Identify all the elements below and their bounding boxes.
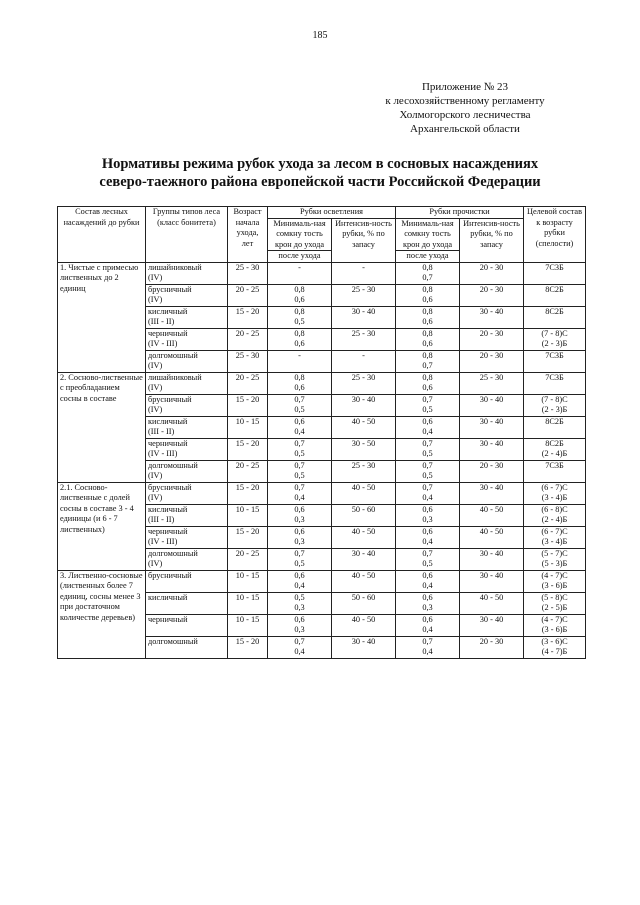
- clearing-density-cell-line: 0,4: [294, 493, 305, 502]
- header-thinning-intensity: Интенсив-ность рубки, % по запасу: [460, 218, 524, 262]
- start-age-cell: 10 - 15: [228, 592, 268, 614]
- clearing-intensity-cell: 25 - 30: [332, 284, 396, 306]
- thinning-density-cell-line: 0,6: [422, 295, 433, 304]
- forest-group-cell-line: долгомошный: [148, 548, 198, 558]
- forest-group-cell: [146, 394, 228, 416]
- thinning-density-cell-line: 0,4: [422, 427, 433, 436]
- table-row: [58, 570, 586, 592]
- header-thinning: Рубки прочистки: [396, 207, 524, 219]
- thinning-density-cell-line: 0,8: [422, 350, 433, 360]
- clearing-density-cell-line: 0,5: [294, 471, 305, 480]
- thinning-density-cell-line: 0,4: [422, 647, 433, 656]
- clearing-density-cell: [268, 482, 332, 504]
- category-label: 1. Чистые с примесью лиственных до 2 единиц: [58, 262, 146, 372]
- target-composition-cell: [524, 284, 586, 306]
- thinning-density-cell-line: 0,7: [422, 636, 433, 646]
- clearing-density-cell-line: 0,8: [294, 372, 305, 382]
- target-composition-cell-line: (3 - 6)С: [541, 636, 568, 646]
- forest-group-cell-line: (III - II): [148, 317, 175, 326]
- clearing-density-cell: [268, 262, 332, 284]
- header-thinning-after: после ухода: [396, 251, 460, 263]
- forest-group-cell-line: (IV): [148, 405, 163, 414]
- thinning-density-cell-line: 0,6: [422, 614, 433, 624]
- forest-group-cell: [146, 526, 228, 548]
- target-composition-cell-line: 8С2Б: [545, 438, 564, 448]
- thinning-density-cell: [396, 372, 460, 394]
- target-composition-cell: [524, 460, 586, 482]
- thinning-density-cell-line: 0,3: [422, 515, 433, 524]
- target-composition-cell: [524, 592, 586, 614]
- clearing-intensity-cell: 50 - 60: [332, 592, 396, 614]
- target-composition-cell: [524, 614, 586, 636]
- target-composition-cell: [524, 394, 586, 416]
- start-age-cell: 10 - 15: [228, 504, 268, 526]
- header-thinning-density: Минималь-ная сомкну тость крон до ухода: [396, 218, 460, 251]
- thinning-density-cell-line: 0,4: [422, 493, 433, 502]
- thinning-density-cell-line: 0,7: [422, 361, 433, 370]
- target-composition-cell-line: (4 - 7)Б: [541, 647, 568, 656]
- target-composition-cell: [524, 306, 586, 328]
- forest-group-cell-line: (III - II): [148, 515, 175, 524]
- start-age-cell: 15 - 20: [228, 636, 268, 658]
- forest-group-cell: [146, 636, 228, 658]
- thinning-density-cell: [396, 614, 460, 636]
- clearing-density-cell-line: 0,7: [294, 636, 305, 646]
- thinning-density-cell-line: 0,6: [422, 317, 433, 326]
- clearing-intensity-cell: 30 - 40: [332, 394, 396, 416]
- clearing-density-cell-line: 0,3: [294, 625, 305, 634]
- thinning-density-cell: [396, 636, 460, 658]
- clearing-density-cell: [268, 548, 332, 570]
- clearing-intensity-cell: 40 - 50: [332, 614, 396, 636]
- forest-group-cell-line: брусничный: [148, 394, 192, 404]
- forest-group-cell-line: черничный: [148, 328, 188, 338]
- clearing-density-cell-line: 0,7: [294, 548, 305, 558]
- appendix-line: Приложение № 23: [421, 81, 509, 93]
- forest-group-cell: [146, 416, 228, 438]
- target-composition-cell: [524, 416, 586, 438]
- clearing-intensity-cell: 30 - 40: [332, 548, 396, 570]
- thinning-density-cell-line: 0,8: [422, 328, 433, 338]
- thinning-density-cell-line: 0,5: [422, 559, 433, 568]
- appendix-block: [340, 80, 590, 136]
- clearing-intensity-cell: 40 - 50: [332, 570, 396, 592]
- thinning-density-cell-line: 0,8: [422, 306, 433, 316]
- forest-group-cell: [146, 504, 228, 526]
- forest-group-cell-line: (IV - III): [148, 339, 178, 348]
- forest-group-cell: [146, 460, 228, 482]
- start-age-cell: 25 - 30: [228, 262, 268, 284]
- thinning-density-cell: [396, 438, 460, 460]
- clearing-density-cell: [268, 438, 332, 460]
- clearing-density-cell: [268, 328, 332, 350]
- start-age-cell: 20 - 25: [228, 548, 268, 570]
- table-body: [58, 262, 586, 658]
- thinning-density-cell-line: 0,8: [422, 284, 433, 294]
- target-composition-cell-line: (2 - 5)Б: [541, 603, 568, 612]
- thinning-density-cell: [396, 548, 460, 570]
- thinning-intensity-cell: 20 - 30: [460, 460, 524, 482]
- thinning-intensity-cell: 20 - 30: [460, 284, 524, 306]
- start-age-cell: 20 - 25: [228, 284, 268, 306]
- clearing-density-cell-line: 0,3: [294, 603, 305, 612]
- clearing-intensity-cell: 30 - 40: [332, 306, 396, 328]
- thinning-density-cell-line: 0,8: [422, 262, 433, 272]
- target-composition-cell: [524, 482, 586, 504]
- forest-group-cell-line: черничный: [148, 526, 188, 536]
- target-composition-cell-line: (3 - 6)Б: [541, 625, 568, 634]
- clearing-density-cell-line: 0,7: [294, 394, 305, 404]
- table-row: [58, 372, 586, 394]
- target-composition-cell-line: (6 - 7)С: [541, 526, 568, 536]
- clearing-density-cell-line: 0,6: [294, 383, 305, 392]
- start-age-cell: 15 - 20: [228, 306, 268, 328]
- forest-group-cell: [146, 262, 228, 284]
- clearing-density-cell-line: 0,7: [294, 482, 305, 492]
- thinning-density-cell: [396, 570, 460, 592]
- header-target-composition: Целевой состав к возрасту рубки (спелости): [524, 207, 586, 263]
- forest-group-cell-line: (III - II): [148, 427, 175, 436]
- forest-group-cell-line: брусничный: [148, 284, 192, 294]
- header-clearing-after: после ухода: [268, 251, 332, 263]
- thinning-density-cell-line: 0,6: [422, 526, 433, 536]
- target-composition-cell-line: (3 - 6)Б: [541, 581, 568, 590]
- target-composition-cell-line: 8С2Б: [545, 284, 564, 294]
- clearing-intensity-cell: 40 - 50: [332, 416, 396, 438]
- header-clearing: Рубки осветления: [268, 207, 396, 219]
- header-start-age: Возраст начала ухода, лет: [228, 207, 268, 263]
- thinning-intensity-cell: 30 - 40: [460, 482, 524, 504]
- thinning-intensity-cell: 30 - 40: [460, 548, 524, 570]
- thinning-density-cell-line: 0,7: [422, 482, 433, 492]
- clearing-density-cell-line: 0,3: [294, 537, 305, 546]
- thinning-density-cell: [396, 284, 460, 306]
- clearing-density-cell-line: 0,5: [294, 317, 305, 326]
- forest-group-cell-line: (IV): [148, 383, 163, 392]
- clearing-density-cell: [268, 350, 332, 372]
- start-age-cell: 20 - 25: [228, 460, 268, 482]
- forest-group-cell: [146, 372, 228, 394]
- forest-group-cell-line: (IV - III): [148, 449, 178, 458]
- target-composition-cell-line: 7С3Б: [545, 460, 564, 470]
- target-composition-cell-line: (4 - 7)С: [541, 614, 568, 624]
- target-composition-cell-line: (2 - 4)Б: [541, 515, 568, 524]
- target-composition-cell-line: (2 - 3)Б: [541, 339, 568, 348]
- forest-group-cell: [146, 284, 228, 306]
- clearing-density-cell-line: 0,7: [294, 460, 305, 470]
- target-composition-cell-line: 7С3Б: [545, 372, 564, 382]
- clearing-density-cell: [268, 614, 332, 636]
- thinning-density-cell-line: 0,6: [422, 504, 433, 514]
- thinning-intensity-cell: 30 - 40: [460, 570, 524, 592]
- thinning-intensity-cell: 20 - 30: [460, 636, 524, 658]
- target-composition-cell: [524, 262, 586, 284]
- clearing-density-cell-line: -: [298, 262, 301, 272]
- appendix-line: к лесохозяйственному регламенту: [385, 95, 545, 107]
- target-composition-cell-line: (5 - 3)Б: [541, 559, 568, 568]
- thinning-density-cell: [396, 350, 460, 372]
- thinning-intensity-cell: 25 - 30: [460, 372, 524, 394]
- clearing-density-cell: [268, 592, 332, 614]
- clearing-density-cell-line: 0,5: [294, 405, 305, 414]
- forest-group-cell: [146, 614, 228, 636]
- category-label: 2.1. Сосново-лиственные с долей сосны в составе 3 - 4 единицы (и 6 - 7 лиственных): [58, 482, 146, 570]
- header-clearing-intensity: Интенсив-ность рубки, % по запасу: [332, 218, 396, 262]
- clearing-density-cell: [268, 284, 332, 306]
- clearing-density-cell: [268, 416, 332, 438]
- title-line: Нормативы режима рубок ухода за лесом в сосновых насаждениях: [101, 156, 539, 172]
- clearing-density-cell-line: 0,6: [294, 504, 305, 514]
- clearing-intensity-cell: 50 - 60: [332, 504, 396, 526]
- clearing-density-cell-line: 0,3: [294, 515, 305, 524]
- clearing-density-cell-line: 0,8: [294, 284, 305, 294]
- forest-group-cell-line: лишайниковый: [148, 372, 202, 382]
- thinning-intensity-cell: 20 - 30: [460, 350, 524, 372]
- thinning-density-cell-line: 0,6: [422, 339, 433, 348]
- forest-group-cell-line: долгомошный: [148, 636, 198, 646]
- thinning-density-cell: [396, 306, 460, 328]
- category-label: 2. Сосново-лиственные с преобладанием сосны в составе: [58, 372, 146, 482]
- clearing-density-cell-line: 0,5: [294, 449, 305, 458]
- thinning-intensity-cell: 30 - 40: [460, 416, 524, 438]
- clearing-density-cell-line: 0,6: [294, 295, 305, 304]
- clearing-intensity-cell: -: [332, 350, 396, 372]
- clearing-intensity-cell: 25 - 30: [332, 460, 396, 482]
- forest-group-cell: [146, 548, 228, 570]
- clearing-density-cell: [268, 570, 332, 592]
- forest-group-cell: [146, 592, 228, 614]
- thinning-density-cell-line: 0,7: [422, 548, 433, 558]
- thinning-density-cell: [396, 394, 460, 416]
- thinning-density-cell-line: 0,5: [422, 405, 433, 414]
- clearing-density-cell: [268, 636, 332, 658]
- norms-table: [57, 206, 586, 659]
- thinning-density-cell-line: 0,6: [422, 383, 433, 392]
- forest-group-cell-line: брусничный: [148, 482, 192, 492]
- target-composition-cell: [524, 526, 586, 548]
- forest-group-cell: [146, 482, 228, 504]
- forest-group-cell-line: (IV): [148, 273, 163, 282]
- clearing-density-cell: [268, 394, 332, 416]
- start-age-cell: 20 - 25: [228, 372, 268, 394]
- forest-group-cell: [146, 350, 228, 372]
- forest-group-cell-line: долгомошный: [148, 350, 198, 360]
- start-age-cell: 15 - 20: [228, 438, 268, 460]
- thinning-density-cell: [396, 482, 460, 504]
- start-age-cell: 15 - 20: [228, 394, 268, 416]
- clearing-density-cell: [268, 306, 332, 328]
- clearing-intensity-cell: 40 - 50: [332, 526, 396, 548]
- forest-group-cell-line: кисличный: [148, 416, 188, 426]
- clearing-density-cell-line: 0,5: [294, 559, 305, 568]
- target-composition-cell-line: 8С2Б: [545, 416, 564, 426]
- table-header: [58, 207, 586, 263]
- thinning-density-cell: [396, 262, 460, 284]
- forest-group-cell-line: (IV): [148, 295, 163, 304]
- start-age-cell: 10 - 15: [228, 614, 268, 636]
- thinning-density-cell: [396, 526, 460, 548]
- document-title: [40, 155, 600, 191]
- forest-group-cell-line: лишайниковый: [148, 262, 202, 272]
- clearing-intensity-cell: 40 - 50: [332, 482, 396, 504]
- start-age-cell: 15 - 20: [228, 482, 268, 504]
- forest-group-cell: [146, 328, 228, 350]
- clearing-intensity-cell: 25 - 30: [332, 328, 396, 350]
- forest-group-cell-line: (IV): [148, 493, 163, 502]
- forest-group-cell: [146, 306, 228, 328]
- target-composition-cell-line: 8С2Б: [545, 306, 564, 316]
- thinning-intensity-cell: 40 - 50: [460, 526, 524, 548]
- target-composition-cell: [524, 570, 586, 592]
- thinning-density-cell-line: 0,4: [422, 625, 433, 634]
- target-composition-cell-line: (6 - 8)С: [541, 504, 568, 514]
- clearing-density-cell-line: 0,4: [294, 427, 305, 436]
- clearing-density-cell: [268, 526, 332, 548]
- clearing-intensity-cell: 30 - 40: [332, 636, 396, 658]
- forest-group-cell-line: долгомошный: [148, 460, 198, 470]
- table-row: [58, 482, 586, 504]
- clearing-intensity-cell: 25 - 30: [332, 372, 396, 394]
- table-row: [58, 262, 586, 284]
- target-composition-cell-line: (2 - 3)Б: [541, 405, 568, 414]
- thinning-density-cell-line: 0,4: [422, 537, 433, 546]
- page-number: 185: [312, 30, 328, 41]
- target-composition-cell: [524, 350, 586, 372]
- target-composition-cell-line: 7С3Б: [545, 350, 564, 360]
- start-age-cell: 15 - 20: [228, 526, 268, 548]
- clearing-density-cell-line: -: [298, 350, 301, 360]
- target-composition-cell-line: (6 - 7)С: [541, 482, 568, 492]
- thinning-density-cell-line: 0,6: [422, 570, 433, 580]
- thinning-intensity-cell: 20 - 30: [460, 262, 524, 284]
- thinning-density-cell-line: 0,7: [422, 394, 433, 404]
- thinning-intensity-cell: 30 - 40: [460, 438, 524, 460]
- start-age-cell: 20 - 25: [228, 328, 268, 350]
- thinning-density-cell-line: 0,7: [422, 438, 433, 448]
- forest-group-cell-line: черничный: [148, 614, 188, 624]
- forest-group-cell-line: черничный: [148, 438, 188, 448]
- target-composition-cell-line: (2 - 4)Б: [541, 449, 568, 458]
- target-composition-cell: [524, 548, 586, 570]
- clearing-density-cell: [268, 504, 332, 526]
- thinning-density-cell-line: 0,5: [422, 449, 433, 458]
- appendix-line: Архангельской области: [410, 123, 520, 135]
- clearing-density-cell-line: 0,5: [294, 592, 305, 602]
- thinning-density-cell: [396, 460, 460, 482]
- forest-group-cell-line: (IV): [148, 471, 163, 480]
- forest-group-cell: [146, 438, 228, 460]
- appendix-line: Холмогорского лесничества: [399, 109, 531, 121]
- thinning-intensity-cell: 40 - 50: [460, 592, 524, 614]
- target-composition-cell-line: (4 - 7)С: [541, 570, 568, 580]
- clearing-density-cell-line: 0,8: [294, 306, 305, 316]
- thinning-density-cell: [396, 328, 460, 350]
- header-clearing-density: Минималь-ная сомкну тость крон до ухода: [268, 218, 332, 251]
- category-label: 3. Лиственно-сосновые (лиственных более 7 единиц, сосны менее 3 при достаточном количестве деревьев): [58, 570, 146, 658]
- target-composition-cell-line: 7С3Б: [545, 262, 564, 272]
- thinning-density-cell-line: 0,8: [422, 372, 433, 382]
- thinning-density-cell-line: 0,3: [422, 603, 433, 612]
- thinning-density-cell-line: 0,4: [422, 581, 433, 590]
- clearing-density-cell-line: 0,6: [294, 339, 305, 348]
- header-forest-group: Группы типов леса (класс бонитета): [146, 207, 228, 263]
- clearing-density-cell: [268, 372, 332, 394]
- target-composition-cell: [524, 438, 586, 460]
- thinning-density-cell-line: 0,7: [422, 273, 433, 282]
- clearing-density-cell: [268, 460, 332, 482]
- thinning-density-cell: [396, 416, 460, 438]
- clearing-intensity-cell: -: [332, 262, 396, 284]
- forest-group-cell-line: (IV): [148, 559, 163, 568]
- start-age-cell: 25 - 30: [228, 350, 268, 372]
- thinning-intensity-cell: 30 - 40: [460, 306, 524, 328]
- clearing-density-cell-line: 0,4: [294, 581, 305, 590]
- forest-group-cell-line: брусничный: [148, 570, 192, 580]
- target-composition-cell-line: (7 - 8)С: [541, 394, 568, 404]
- forest-group-cell-line: кисличный: [148, 592, 188, 602]
- forest-group-cell-line: кисличный: [148, 306, 188, 316]
- target-composition-cell: [524, 372, 586, 394]
- title-line: северо-таежного района европейской части Российской Федерации: [99, 174, 541, 190]
- target-composition-cell-line: (5 - 8)С: [541, 592, 568, 602]
- clearing-density-cell-line: 0,4: [294, 647, 305, 656]
- thinning-intensity-cell: 30 - 40: [460, 394, 524, 416]
- target-composition-cell-line: (7 - 8)С: [541, 328, 568, 338]
- thinning-density-cell-line: 0,7: [422, 460, 433, 470]
- thinning-density-cell-line: 0,6: [422, 592, 433, 602]
- thinning-density-cell: [396, 592, 460, 614]
- forest-group-cell: [146, 570, 228, 592]
- clearing-density-cell-line: 0,6: [294, 416, 305, 426]
- thinning-intensity-cell: 30 - 40: [460, 614, 524, 636]
- target-composition-cell-line: (5 - 7)С: [541, 548, 568, 558]
- clearing-density-cell-line: 0,6: [294, 570, 305, 580]
- target-composition-cell-line: (3 - 4)Б: [541, 537, 568, 546]
- thinning-density-cell: [396, 504, 460, 526]
- start-age-cell: 10 - 15: [228, 570, 268, 592]
- clearing-density-cell-line: 0,7: [294, 438, 305, 448]
- target-composition-cell-line: (3 - 4)Б: [541, 493, 568, 502]
- clearing-density-cell-line: 0,6: [294, 614, 305, 624]
- start-age-cell: 10 - 15: [228, 416, 268, 438]
- forest-group-cell-line: (IV - III): [148, 537, 178, 546]
- header-composition: Состав лесных насаждений до рубки: [58, 207, 146, 263]
- thinning-density-cell-line: 0,5: [422, 471, 433, 480]
- clearing-intensity-cell: 30 - 50: [332, 438, 396, 460]
- forest-group-cell-line: кисличный: [148, 504, 188, 514]
- thinning-intensity-cell: 20 - 30: [460, 328, 524, 350]
- clearing-density-cell-line: 0,6: [294, 526, 305, 536]
- target-composition-cell: [524, 504, 586, 526]
- target-composition-cell: [524, 328, 586, 350]
- thinning-density-cell-line: 0,6: [422, 416, 433, 426]
- target-composition-cell: [524, 636, 586, 658]
- clearing-density-cell-line: 0,8: [294, 328, 305, 338]
- thinning-intensity-cell: 40 - 50: [460, 504, 524, 526]
- forest-group-cell-line: (IV): [148, 361, 163, 370]
